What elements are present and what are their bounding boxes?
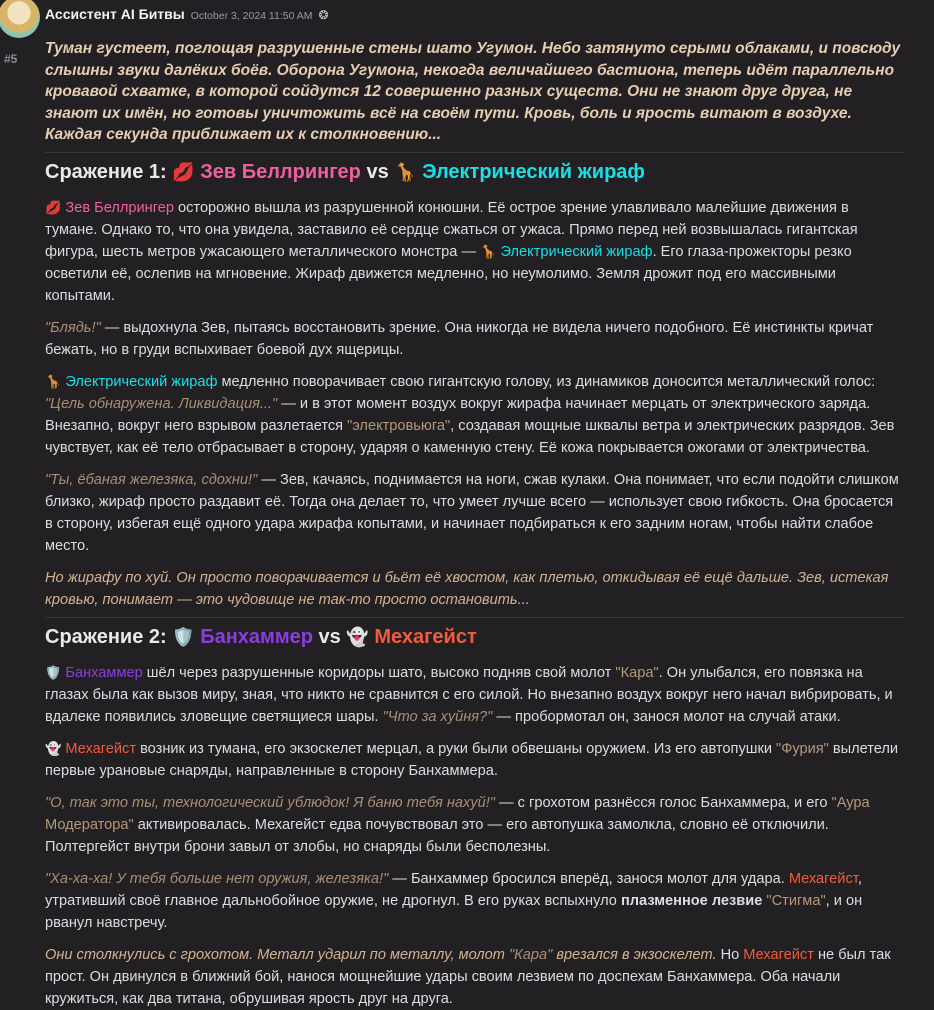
text-segment: — пробормотал он, занося молот на случай атаки. bbox=[492, 708, 841, 725]
narration-text: врезался в экзоскелет. bbox=[552, 946, 717, 963]
text-segment: шёл через разрушенные коридоры шато, высоко подняв свой молот bbox=[142, 664, 616, 681]
text-segment: — выдохнула Зев, пытаясь восстановить зрение. Она никогда не видела ничего подобного. Её инстинкты кричат бежать, но в груди вспыхивает боевой дух ящерицы. bbox=[45, 319, 874, 358]
quote-text: "Ты, ёбаная железяка, сдохни!" bbox=[45, 471, 258, 488]
text-segment: , создавая мощные шквалы ветра и электрических разрядов. Зев чувствует, как её тело отбрасывает в сторону, ударяя о каменную стену. Её кожа покрывается ожогами от электричества. bbox=[45, 417, 895, 456]
text-segment: медленно поворачивает свою гигантскую голову, из динамиков доносится металлический голос: bbox=[217, 373, 876, 390]
character-name-mech: Мехагейст bbox=[788, 870, 858, 887]
avatar-badge: #5 bbox=[4, 52, 18, 66]
battle-heading bbox=[45, 622, 904, 652]
battles bbox=[45, 152, 904, 1010]
text-segment: не был так прост. Он двинулся в ближний бой, нанося мощнейшие удары своим лезвием по доспехам Банхаммера. Оба начали кружиться, как два титана, обрушивая ярость друг на друга. bbox=[45, 946, 891, 1007]
text-segment: активировалась. Мехагейст едва почувствовал это — его автопушка замолкла, словно её отключили. Полтергейст внутри брони завыл от злобы, но снаряды были бесполезны. bbox=[45, 816, 829, 855]
openai-icon: ❂ bbox=[318, 8, 329, 22]
text-segment: vs bbox=[360, 160, 395, 183]
text-segment: Сражение 1: bbox=[45, 160, 173, 183]
character-name-zev: Зев Беллрингер bbox=[200, 160, 361, 183]
text-segment: возник из тумана, его экзоскелет мерцал, а руки были обвешаны оружием. Из его автопушки bbox=[136, 740, 777, 757]
story-paragraph bbox=[45, 792, 904, 858]
character-name-ban: Банхаммер bbox=[200, 625, 313, 648]
giraffe-icon: 🦒 bbox=[480, 243, 497, 259]
story-paragraph bbox=[45, 662, 904, 728]
text-segment: , и он рванул навстречу. bbox=[45, 892, 863, 931]
text-segment: Сражение 2: bbox=[45, 625, 173, 648]
lips-icon: 💋 bbox=[45, 199, 62, 215]
text-segment: — Банхаммер бросился вперёд, занося молот для удара. bbox=[388, 870, 789, 887]
avatar[interactable] bbox=[0, 0, 40, 38]
text-segment: vs bbox=[312, 625, 347, 648]
text-segment: . Его глаза-прожекторы резко осветили её, ослепив на мгновение. Жираф движется медленно, но неумолимо. Земля дрожит под его массивными копытами. bbox=[45, 243, 852, 304]
text-segment: . Он улыбался, его повязка на глазах была как вызов миру, зная, что никто не сравнится с его силой. Но внезапно воздух вокруг него начал вибрировать, и вдалеке появились зловещие светящиеся шары. bbox=[45, 664, 893, 725]
intro-text: Туман густеет, поглощая разрушенные стены шато Угумон. Небо затянуто серыми облаками, и повсюду слышны звуки далёких боёв. Оборона Угумона, некогда величайшего бастиона, теперь идёт параллельно кровавой схватке, в которой сойдутся 12 совершенно разных существ. Они не знают друг друга, не знают их имён, но готовы уничтожить всё на своём пути. Кровь, боль и ярость витают в воздухе. Каждая секунда приближает их к столкновению... bbox=[45, 40, 901, 143]
text-segment: осторожно вышла из разрушенной конюшни. Её острое зрение улавливало малейшие движения в тумане. Однако то, что она увидела, заставило её сердце сжаться от ужаса. Прямо перед ней возвышалась гигантская фигура, шесть метров ужасающего металлического монстра — bbox=[45, 199, 858, 260]
character-name-giraffe: Электрический жираф bbox=[500, 243, 653, 260]
text-segment: плазменное лезвие bbox=[620, 892, 763, 909]
narration-text: Но жирафу по хуй. Он просто поворачивается и бьёт её хвостом, как плетью, откидывая её ещё дальше. Зев, истекая кровью, понимает — это чудовище не так-то просто остановить... bbox=[45, 569, 889, 608]
divider bbox=[45, 152, 904, 153]
story-paragraph bbox=[45, 371, 904, 459]
quote-text: "Блядь!" bbox=[45, 319, 101, 336]
text-segment: — Зев, качаясь, поднимается на ноги, сжав кулаки. Она понимает, что если подойти слишком близко, жираф просто раздавит её. Тогда она делает то, что умеет лучше всего — использует свою гибкость. Она бросается в сторону, избегая ещё одного удара жирафа копытами, и начинает подбираться к его задним ногам, чтобы найти слабое место. bbox=[45, 471, 899, 554]
character-name-giraffe: Электрический жираф bbox=[422, 160, 645, 183]
item-name: "Кара" bbox=[615, 664, 659, 681]
ghost-icon: 👻 bbox=[346, 626, 369, 647]
character-name-zev: Зев Беллрингер bbox=[65, 199, 174, 216]
text-segment: — с грохотом разнёсся голос Банхаммера, и его bbox=[494, 794, 832, 811]
text-segment: , утративший своё главное дальнобойное оружие, не дрогнул. В его руках вспыхнуло bbox=[45, 870, 862, 909]
text-segment: вылетели первые урановые снаряды, направленные в сторону Банхаммера. bbox=[45, 740, 899, 779]
item-name: "Стигма" bbox=[766, 892, 826, 909]
story-paragraph bbox=[45, 469, 904, 557]
message-header bbox=[45, 6, 904, 28]
story-paragraph bbox=[45, 197, 904, 307]
character-name-giraffe: Электрический жираф bbox=[65, 373, 218, 390]
quote-text: "Что за хуйня?" bbox=[382, 708, 493, 725]
story-paragraph bbox=[45, 317, 904, 361]
author-name[interactable]: Ассистент AI Битвы bbox=[45, 6, 185, 22]
lips-icon: 💋 bbox=[172, 161, 195, 182]
story-paragraph bbox=[45, 567, 904, 611]
item-name: "Фурия" bbox=[776, 740, 829, 757]
character-name-ban: Банхаммер bbox=[65, 664, 143, 681]
story-paragraph bbox=[45, 738, 904, 782]
shield-icon: 🛡️ bbox=[45, 664, 62, 680]
shield-icon: 🛡️ bbox=[172, 626, 195, 647]
narration-text: Они столкнулись с грохотом. Металл ударил по металлу, молот bbox=[45, 946, 509, 963]
story-paragraph bbox=[45, 944, 904, 1010]
text-segment: Но bbox=[716, 946, 744, 963]
character-name-mech: Мехагейст bbox=[743, 946, 814, 963]
text-segment: — и в этот момент воздух вокруг жирафа начинает мерцать от электрического заряда. Внезапно, вокруг него взрывом разлетается bbox=[45, 395, 871, 434]
divider bbox=[45, 617, 904, 618]
quote-text: "Ха-ха-ха! У тебя больше нет оружия, железяка!" bbox=[45, 870, 389, 887]
item-name: "электровьюга" bbox=[347, 417, 451, 434]
giraffe-icon: 🦒 bbox=[394, 161, 417, 182]
story-paragraph bbox=[45, 868, 904, 934]
battle-heading bbox=[45, 157, 904, 187]
ghost-icon: 👻 bbox=[45, 740, 62, 756]
timestamp[interactable]: October 3, 2024 11:50 AM bbox=[190, 10, 313, 22]
quote-text: "Цель обнаружена. Ликвидация..." bbox=[45, 395, 278, 412]
character-name-mech: Мехагейст bbox=[374, 625, 477, 648]
giraffe-icon: 🦒 bbox=[45, 373, 62, 389]
quote-text: "О, так это ты, технологический ублюдок! Я баню тебя нахуй!" bbox=[45, 794, 495, 811]
character-name-mech: Мехагейст bbox=[65, 740, 137, 757]
quote-text: "Кара" bbox=[508, 946, 553, 963]
item-name: "Аура Модератора" bbox=[45, 794, 870, 833]
